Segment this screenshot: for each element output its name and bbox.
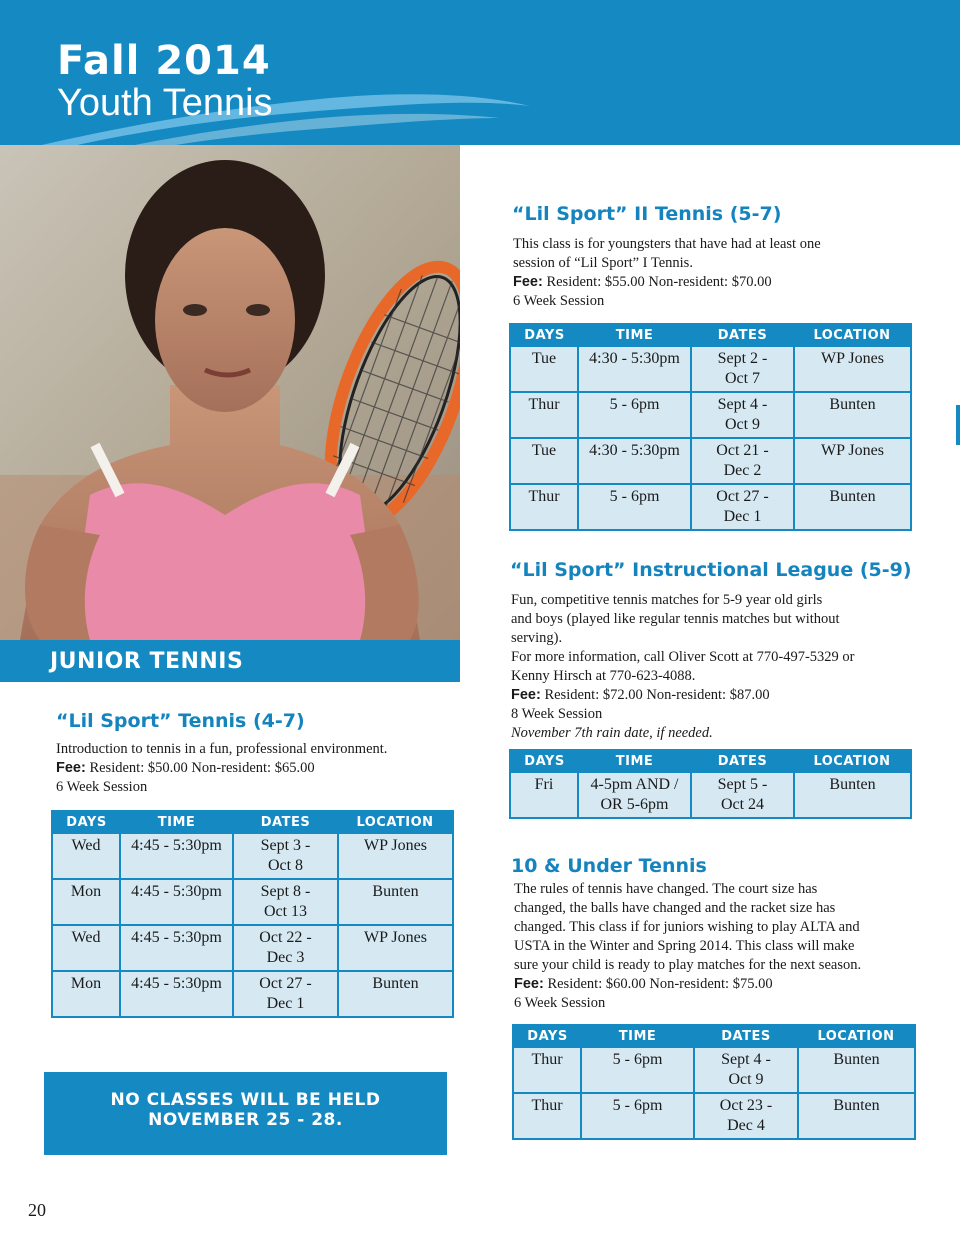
lil-sport-2-schedule-table [509, 323, 912, 531]
league-description [511, 591, 941, 743]
date-end: Dec 1 [266, 995, 305, 1012]
date-start: Oct 23 - [719, 1097, 773, 1114]
fee-label: Fee: [513, 274, 543, 290]
table-row [513, 1093, 915, 1139]
header-time: TIME [578, 324, 691, 346]
table-row [510, 772, 911, 818]
cell-day: Tue [510, 438, 578, 484]
cell-location: WP Jones [794, 346, 911, 392]
cell-day: Mon [52, 879, 120, 925]
notice-line-1: NO CLASSES WILL BE HELD [110, 1090, 381, 1110]
desc-line: The rules of tennis have changed. The court size has [514, 881, 818, 897]
cell-time: 5 - 6pm [581, 1093, 694, 1139]
cell-location: WP Jones [794, 438, 911, 484]
date-start: Sept 4 - [721, 1051, 771, 1068]
desc-line: and boys (played like regular tennis matches but without [511, 611, 840, 627]
cell-dates [691, 438, 794, 484]
cell-dates [691, 484, 794, 530]
cell-location: Bunten [338, 879, 453, 925]
date-start: Oct 22 - [259, 929, 312, 946]
under10-session: 6 Week Session [514, 995, 606, 1011]
cell-dates [691, 392, 794, 438]
cell-location: Bunten [794, 392, 911, 438]
header-time: TIME [120, 811, 233, 833]
cell-time: 5 - 6pm [581, 1047, 694, 1093]
cell-location: Bunten [338, 971, 453, 1017]
info-line: For more information, call Oliver Scott at 770-497-5329 or [511, 649, 855, 665]
lil-sport-schedule-table [51, 810, 454, 1018]
cell-day: Wed [52, 833, 120, 879]
cell-time: 4:45 - 5:30pm [120, 833, 233, 879]
desc-line: session of “Lil Sport” I Tennis. [513, 255, 693, 271]
header-dates: DATES [691, 324, 794, 346]
info-line: Kenny Hirsch at 770-623-4088. [511, 668, 696, 684]
date-start: Sept 3 - [260, 837, 311, 854]
cell-day: Wed [52, 925, 120, 971]
lil-sport-title: “Lil Sport” Tennis (4-7) [56, 710, 305, 732]
cell-time: 4:45 - 5:30pm [120, 925, 233, 971]
cell-location: WP Jones [338, 925, 453, 971]
header-dates: DATES [694, 1025, 798, 1047]
date-start: Oct 27 - [259, 975, 312, 992]
header-days: DAYS [510, 324, 578, 346]
cell-dates [233, 925, 338, 971]
cell-day: Fri [510, 772, 578, 818]
table-row [52, 971, 453, 1017]
junior-tennis-banner: JUNIOR TENNIS [0, 640, 460, 682]
date-end: Dec 4 [727, 1117, 765, 1134]
cell-location: Bunten [798, 1047, 915, 1093]
cell-dates [694, 1047, 798, 1093]
page-subtitle: Youth Tennis [57, 82, 273, 124]
table-header-row [510, 750, 911, 772]
rain-note [511, 724, 941, 743]
header-time: TIME [581, 1025, 694, 1047]
header-location: LOCATION [798, 1025, 915, 1047]
page-number: 20 [28, 1200, 46, 1220]
league-session: 8 Week Session [511, 706, 603, 722]
desc-line: changed, the balls have changed and the racket size has [514, 900, 836, 916]
date-start: Sept 8 - [260, 883, 311, 900]
no-classes-notice [44, 1072, 447, 1155]
cell-location: Bunten [794, 772, 911, 818]
lil-sport-2-fee [513, 273, 933, 292]
desc-line: sure your child is ready to play matches for the next season. [514, 957, 862, 973]
league-title: “Lil Sport” Instructional League (5-9) [510, 559, 912, 581]
table-header-row [52, 811, 453, 833]
cell-time: 5 - 6pm [578, 392, 691, 438]
cell-day: Thur [513, 1093, 581, 1139]
cell-time: 4:30 - 5:30pm [578, 346, 691, 392]
header-days: DAYS [510, 750, 578, 772]
table-row [510, 346, 911, 392]
table-row [52, 879, 453, 925]
table-row [513, 1047, 915, 1093]
cell-day: Tue [510, 346, 578, 392]
under10-title: 10 & Under Tennis [511, 855, 707, 877]
header-days: DAYS [513, 1025, 581, 1047]
cell-day: Thur [510, 484, 578, 530]
table-row [510, 438, 911, 484]
lil-sport-session: 6 Week Session [56, 779, 148, 795]
cell-dates [233, 833, 338, 879]
under10-schedule-table [512, 1024, 916, 1140]
cell-location: Bunten [794, 484, 911, 530]
under10-fee [514, 975, 944, 994]
desc-line: USTA in the Winter and Spring 2014. This class will make [514, 938, 855, 954]
cell-day: Mon [52, 971, 120, 1017]
table-row [510, 392, 911, 438]
fee-text: Resident: $55.00 Non-resident: $70.00 [542, 274, 772, 290]
lil-sport-description [56, 740, 456, 797]
cell-location: WP Jones [338, 833, 453, 879]
desc-line: Fun, competitive tennis matches for 5-9 year old girls [511, 592, 823, 608]
date-start: Sept 4 - [717, 396, 768, 413]
date-end: Oct 13 [263, 903, 308, 920]
date-start: Sept 5 - [717, 776, 768, 793]
date-start: Sept 2 - [717, 350, 768, 367]
lil-sport-desc-text: Introduction to tennis in a fun, professional environment. [56, 741, 388, 757]
header-dates: DATES [233, 811, 338, 833]
fee-label: Fee: [511, 687, 541, 703]
under10-description [514, 880, 944, 1013]
date-start: Oct 21 - [716, 442, 769, 459]
table-row [52, 925, 453, 971]
desc-line: changed. This class if for juniors wishing to play ALTA and [514, 919, 860, 935]
cell-day: Thur [513, 1047, 581, 1093]
lil-sport-2-description [513, 235, 933, 311]
cell-dates [694, 1093, 798, 1139]
fee-label: Fee: [514, 976, 544, 992]
league-schedule-table [509, 749, 912, 819]
date-end: Dec 2 [723, 462, 762, 479]
fee-text: Resident: $50.00 Non-resident: $65.00 [85, 760, 315, 776]
table-header-row [513, 1025, 915, 1047]
date-start: Oct 27 - [716, 488, 769, 505]
desc-line: This class is for youngsters that have had at least one [513, 236, 821, 252]
table-row [52, 833, 453, 879]
cell-location: Bunten [798, 1093, 915, 1139]
cell-dates [691, 772, 794, 818]
time-line-1: 4-5pm AND / [590, 776, 679, 793]
edge-tab-mark [956, 405, 960, 445]
cell-time [578, 772, 691, 818]
fee-label: Fee: [56, 760, 86, 776]
cell-time: 4:30 - 5:30pm [578, 438, 691, 484]
fee-text: Resident: $72.00 Non-resident: $87.00 [540, 687, 770, 703]
fee-text: Resident: $60.00 Non-resident: $75.00 [543, 976, 773, 992]
cell-day: Thur [510, 392, 578, 438]
desc-line: serving). [511, 630, 563, 646]
header-days: DAYS [52, 811, 120, 833]
cell-dates [233, 971, 338, 1017]
date-end: Oct 7 [724, 370, 761, 387]
lil-sport-2-title: “Lil Sport” II Tennis (5-7) [512, 203, 782, 225]
notice-line-2: NOVEMBER 25 - 28. [148, 1110, 343, 1130]
date-end: Dec 3 [266, 949, 305, 966]
header-dates: DATES [691, 750, 794, 772]
header-location: LOCATION [338, 811, 453, 833]
tennis-player-photo [0, 145, 460, 640]
header-location: LOCATION [794, 324, 911, 346]
header-location: LOCATION [794, 750, 911, 772]
table-row [510, 484, 911, 530]
date-end: Oct 9 [724, 416, 761, 433]
cell-time: 4:45 - 5:30pm [120, 879, 233, 925]
date-end: Dec 1 [723, 508, 762, 525]
cell-time: 4:45 - 5:30pm [120, 971, 233, 1017]
date-end: Oct 24 [720, 796, 765, 813]
lil-sport-2-session: 6 Week Session [513, 293, 605, 309]
page-title: Fall 2014 [57, 38, 271, 84]
lil-sport-fee [56, 759, 456, 778]
time-line-2: OR 5-6pm [600, 796, 669, 813]
cell-time: 5 - 6pm [578, 484, 691, 530]
date-end: Oct 9 [728, 1071, 764, 1088]
cell-dates [691, 346, 794, 392]
date-end: Oct 8 [267, 857, 304, 874]
cell-dates [233, 879, 338, 925]
rain-note-text: November 7th rain date, if needed. [511, 725, 713, 741]
league-fee [511, 686, 941, 705]
header-time: TIME [578, 750, 691, 772]
table-header-row [510, 324, 911, 346]
